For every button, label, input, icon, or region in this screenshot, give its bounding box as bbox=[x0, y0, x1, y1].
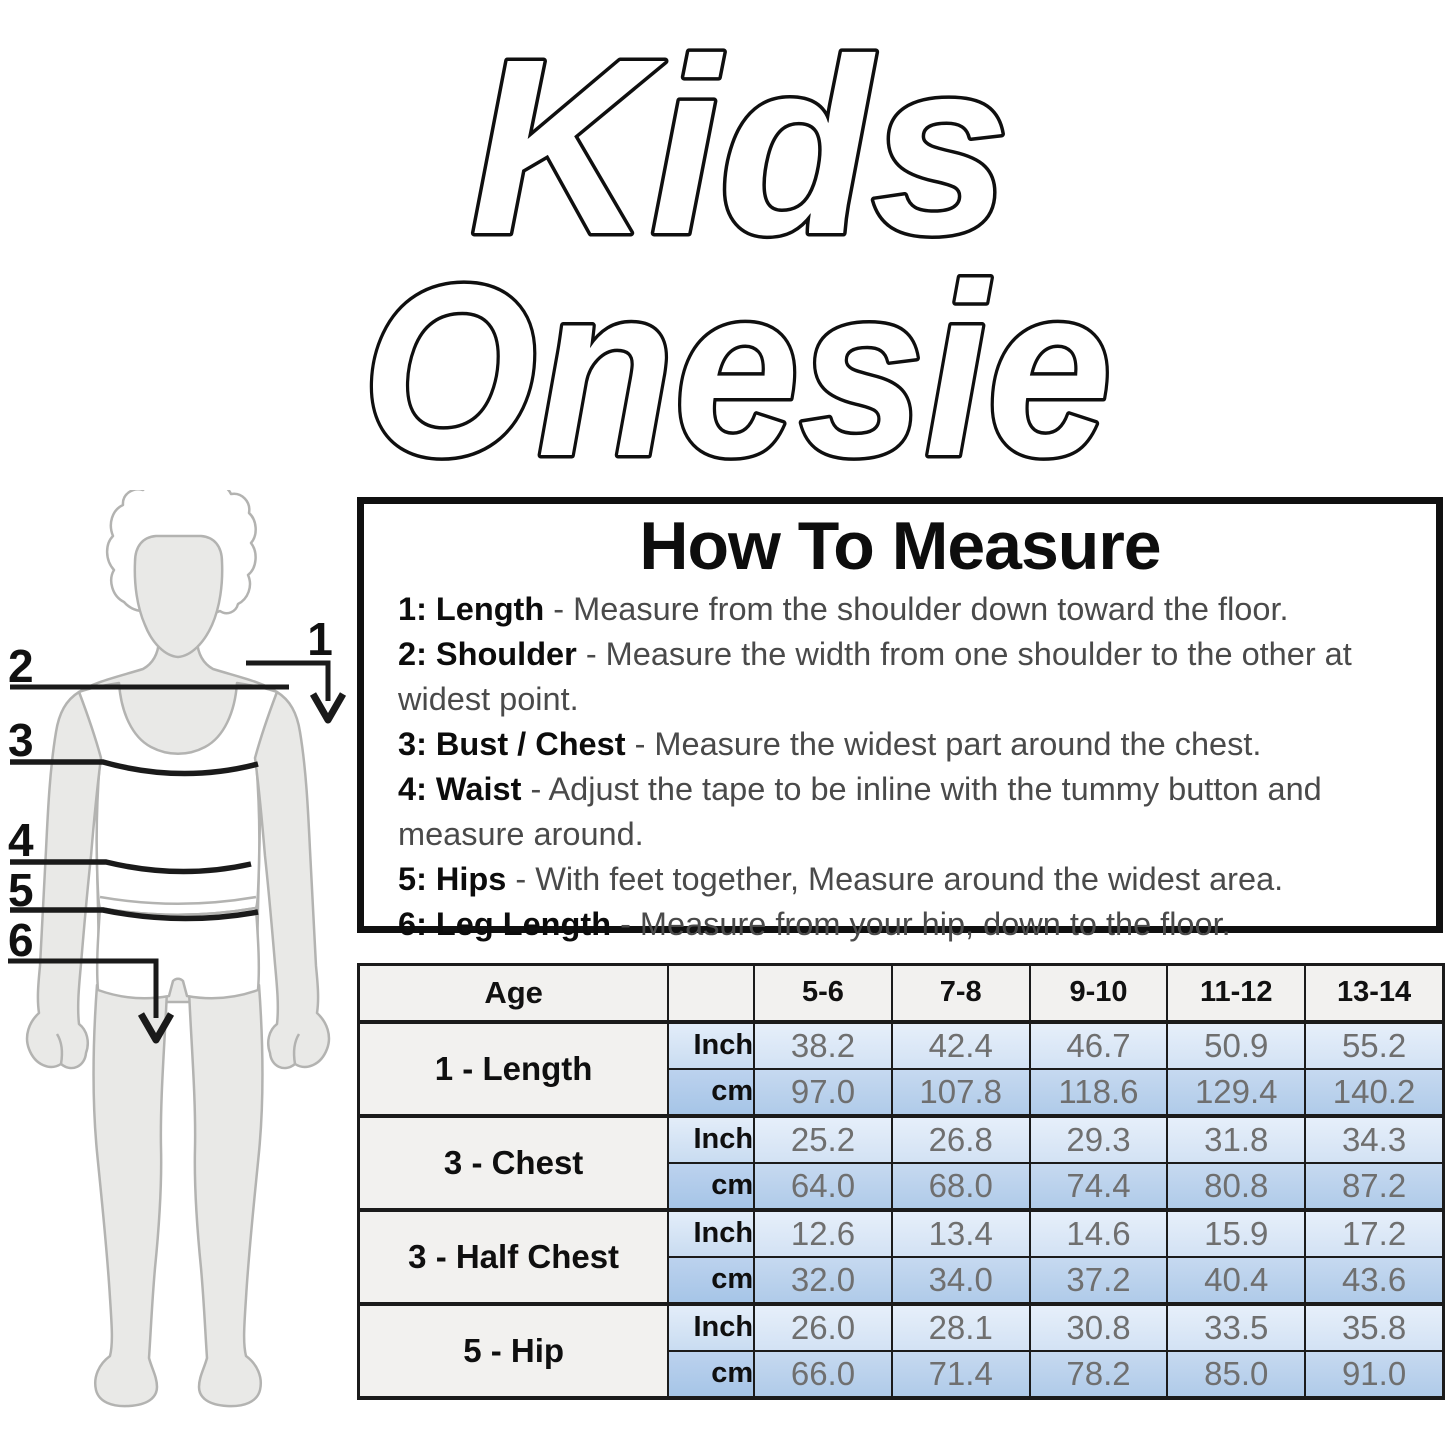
unit-cell-cm: cm bbox=[668, 1163, 754, 1210]
value-cell: 78.2 bbox=[1030, 1351, 1168, 1398]
value-cell: 32.0 bbox=[754, 1257, 892, 1304]
value-cell: 37.2 bbox=[1030, 1257, 1168, 1304]
instruction-desc: - Adjust the tape to be inline with the tummy button and measure around. bbox=[398, 771, 1322, 852]
title-line-kids: Kids bbox=[470, 7, 1010, 286]
instruction-desc: - With feet together, Measure around the widest area. bbox=[515, 861, 1284, 897]
instruction-desc: - Measure the width from one shoulder to the other at widest point. bbox=[398, 636, 1352, 717]
instruction-line bbox=[398, 767, 1412, 857]
value-cell: 74.4 bbox=[1030, 1163, 1168, 1210]
unit-cell-cm: cm bbox=[668, 1069, 754, 1116]
instruction-line bbox=[398, 902, 1412, 947]
unit-cell-cm: cm bbox=[668, 1257, 754, 1304]
unit-cell-cm: cm bbox=[668, 1351, 754, 1398]
size-col-header: 5-6 bbox=[754, 965, 892, 1022]
right-arm-shape bbox=[255, 692, 329, 1068]
value-cell: 91.0 bbox=[1305, 1351, 1443, 1398]
value-cell: 26.8 bbox=[892, 1116, 1030, 1163]
value-cell: 38.2 bbox=[754, 1022, 892, 1069]
value-cell: 140.2 bbox=[1305, 1069, 1443, 1116]
unit-cell-inch: Inch bbox=[668, 1116, 754, 1163]
size-col-header: 9-10 bbox=[1030, 965, 1168, 1022]
value-cell: 129.4 bbox=[1167, 1069, 1305, 1116]
body-figure bbox=[0, 490, 360, 1445]
measure-label-5: 5 bbox=[8, 864, 34, 916]
value-cell: 55.2 bbox=[1305, 1022, 1443, 1069]
value-cell: 107.8 bbox=[892, 1069, 1030, 1116]
size-col-header: 11-12 bbox=[1167, 965, 1305, 1022]
value-cell: 64.0 bbox=[754, 1163, 892, 1210]
value-cell: 14.6 bbox=[1030, 1210, 1168, 1257]
value-cell: 85.0 bbox=[1167, 1351, 1305, 1398]
unit-cell-inch: Inch bbox=[668, 1022, 754, 1069]
unit-cell-inch: Inch bbox=[668, 1304, 754, 1351]
instruction-label: 2: Shoulder bbox=[398, 636, 577, 672]
size-table bbox=[357, 963, 1445, 1400]
value-cell: 68.0 bbox=[892, 1163, 1030, 1210]
value-cell: 87.2 bbox=[1305, 1163, 1443, 1210]
row-label: 3 - Half Chest bbox=[359, 1210, 669, 1304]
blank-header-cell bbox=[668, 965, 754, 1022]
value-cell: 34.0 bbox=[892, 1257, 1030, 1304]
instruction-line bbox=[398, 632, 1412, 722]
value-cell: 71.4 bbox=[892, 1351, 1030, 1398]
instruction-line bbox=[398, 722, 1412, 767]
value-cell: 15.9 bbox=[1167, 1210, 1305, 1257]
left-leg-shape bbox=[94, 985, 167, 1406]
value-cell: 66.0 bbox=[754, 1351, 892, 1398]
value-cell: 46.7 bbox=[1030, 1022, 1168, 1069]
value-cell: 118.6 bbox=[1030, 1069, 1168, 1116]
age-header-cell: Age bbox=[359, 965, 669, 1022]
instruction-desc: - Measure from your hip, down to the floor. bbox=[620, 906, 1231, 942]
measure-label-1: 1 bbox=[307, 613, 333, 665]
value-cell: 31.8 bbox=[1167, 1116, 1305, 1163]
value-cell: 25.2 bbox=[754, 1116, 892, 1163]
value-cell: 34.3 bbox=[1305, 1116, 1443, 1163]
value-cell: 43.6 bbox=[1305, 1257, 1443, 1304]
instruction-desc: - Measure from the shoulder down toward the floor. bbox=[553, 591, 1289, 627]
instruction-line bbox=[398, 857, 1412, 902]
value-cell: 28.1 bbox=[892, 1304, 1030, 1351]
measure-box-title: How To Measure bbox=[639, 508, 1161, 584]
value-cell: 26.0 bbox=[754, 1304, 892, 1351]
left-arm-shape bbox=[27, 692, 101, 1068]
unit-cell-inch: Inch bbox=[668, 1210, 754, 1257]
measure-label-2: 2 bbox=[8, 640, 34, 692]
value-cell: 80.8 bbox=[1167, 1163, 1305, 1210]
value-cell: 12.6 bbox=[754, 1210, 892, 1257]
instruction-line bbox=[398, 587, 1412, 632]
measure-box bbox=[357, 497, 1443, 942]
value-cell: 40.4 bbox=[1167, 1257, 1305, 1304]
row-label: 5 - Hip bbox=[359, 1304, 669, 1398]
size-col-header: 7-8 bbox=[892, 965, 1030, 1022]
title-line-onesie: Onesie bbox=[362, 233, 1112, 490]
value-cell: 29.3 bbox=[1030, 1116, 1168, 1163]
measure-label-3: 3 bbox=[8, 714, 34, 766]
value-cell: 42.4 bbox=[892, 1022, 1030, 1069]
value-cell: 13.4 bbox=[892, 1210, 1030, 1257]
value-cell: 35.8 bbox=[1305, 1304, 1443, 1351]
instruction-label: 6: Leg Length bbox=[398, 906, 612, 942]
row-label: 3 - Chest bbox=[359, 1116, 669, 1210]
value-cell: 97.0 bbox=[754, 1069, 892, 1116]
instruction-list bbox=[364, 586, 1436, 947]
value-cell: 17.2 bbox=[1305, 1210, 1443, 1257]
instruction-label: 1: Length bbox=[398, 591, 545, 627]
value-cell: 30.8 bbox=[1030, 1304, 1168, 1351]
title-art bbox=[0, 0, 1445, 490]
face-shape bbox=[135, 536, 222, 657]
value-cell: 50.9 bbox=[1167, 1022, 1305, 1069]
value-cell: 33.5 bbox=[1167, 1304, 1305, 1351]
measure-label-4: 4 bbox=[8, 814, 34, 866]
instruction-label: 4: Waist bbox=[398, 771, 522, 807]
right-leg-shape bbox=[189, 985, 262, 1406]
measure-label-6: 6 bbox=[8, 914, 34, 966]
row-label: 1 - Length bbox=[359, 1022, 669, 1116]
instruction-desc: - Measure the widest part around the chest. bbox=[634, 726, 1262, 762]
instruction-label: 3: Bust / Chest bbox=[398, 726, 626, 762]
instruction-label: 5: Hips bbox=[398, 861, 507, 897]
size-col-header: 13-14 bbox=[1305, 965, 1443, 1022]
